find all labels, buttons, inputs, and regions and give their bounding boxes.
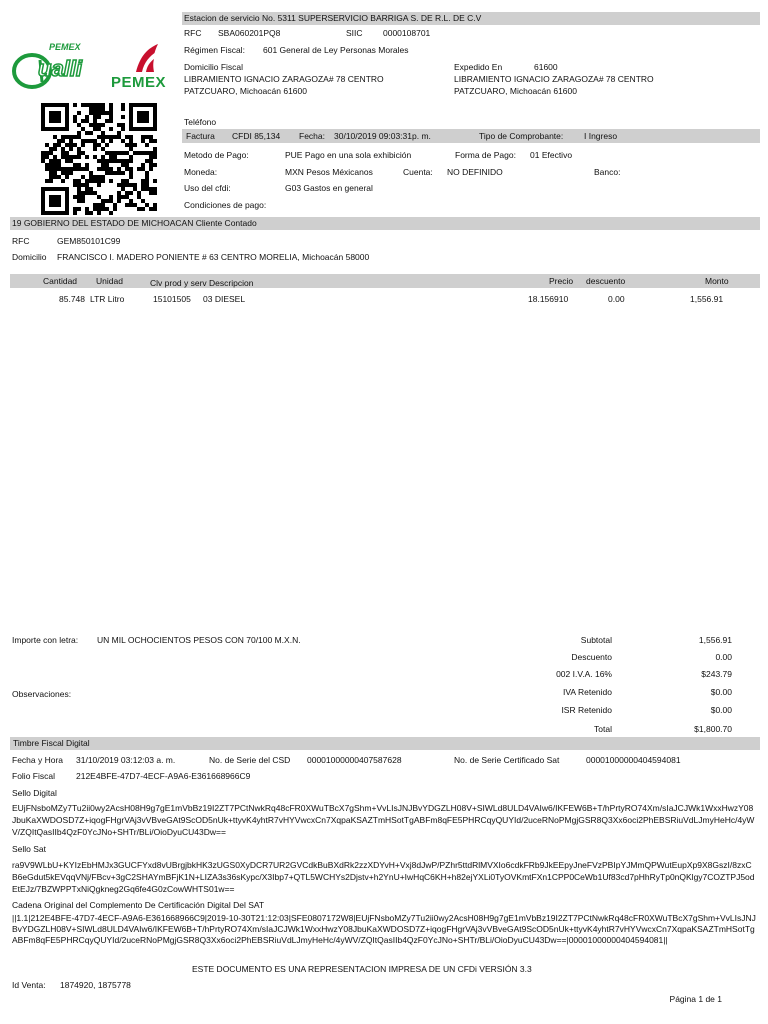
qr-code bbox=[40, 103, 158, 215]
emitter-rfc-label: RFC bbox=[184, 28, 202, 38]
id-venta-label: Id Venta: bbox=[12, 980, 46, 990]
pemex-eagle-icon bbox=[132, 42, 162, 76]
row-monto: 1,556.91 bbox=[690, 294, 724, 304]
moneda-value: MXN Pesos Méxicanos bbox=[285, 167, 373, 177]
expedido-cp: 61600 bbox=[534, 62, 558, 72]
forma-pago-value: 01 Efectivo bbox=[530, 150, 573, 160]
fecha-value: 30/10/2019 09:03:31p. m. bbox=[334, 131, 431, 141]
expedido-label: Expedido En bbox=[454, 62, 503, 72]
timbre-title: Timbre Fiscal Digital bbox=[13, 738, 90, 748]
cualli-logo-text: ualli bbox=[38, 56, 83, 81]
siic-value: 0000108701 bbox=[383, 28, 431, 38]
tipo-comprobante-value: I Ingreso bbox=[584, 131, 618, 141]
tipo-comprobante-label: Tipo de Comprobante: bbox=[479, 131, 564, 141]
timbre-fecha: 31/10/2019 03:12:03 a. m. bbox=[76, 755, 176, 765]
telefono-label: Teléfono bbox=[184, 117, 217, 127]
folio-fiscal: 212E4BFE-47D7-4ECF-A9A6-E361668966C9 bbox=[76, 771, 251, 781]
domicilio-fiscal-line2: PATZCUARO, Michoacán 61600 bbox=[184, 86, 307, 96]
cuenta-label: Cuenta: bbox=[403, 167, 433, 177]
iva-retenido-value: $0.00 bbox=[710, 687, 732, 697]
regimen-value: 601 General de Ley Personas Morales bbox=[263, 45, 409, 55]
expedido-line2: PATZCUARO, Michoacán 61600 bbox=[454, 86, 577, 96]
col-unidad: Unidad bbox=[96, 276, 123, 286]
forma-pago-label: Forma de Pago: bbox=[455, 150, 516, 160]
total-label: Total bbox=[594, 724, 612, 734]
domicilio-fiscal-line1: LIBRAMIENTO IGNACIO ZARAGOZA# 78 CENTRO bbox=[184, 74, 384, 84]
descuento-value: 0.00 bbox=[715, 652, 732, 662]
expedido-line1: LIBRAMIENTO IGNACIO ZARAGOZA# 78 CENTRO bbox=[454, 74, 654, 84]
col-clave-descripcion: Clv prod y serv Descripcion bbox=[150, 278, 254, 288]
cfdi-folio: CFDI 85,134 bbox=[232, 131, 281, 141]
isr-retenido-value: $0.00 bbox=[710, 705, 732, 715]
cuenta-value: NO DEFINIDO bbox=[447, 167, 503, 177]
col-descuento: descuento bbox=[586, 276, 626, 286]
col-precio: Precio bbox=[549, 276, 574, 286]
row-descuento: 0.00 bbox=[608, 294, 625, 304]
client-rfc: GEM850101C99 bbox=[57, 236, 121, 246]
client-name: 19 GOBIERNO DEL ESTADO DE MICHOACAN Cliente Contado bbox=[12, 218, 257, 228]
iva-retenido-label: IVA Retenido bbox=[563, 687, 612, 697]
serie-sat-label: No. de Serie Certificado Sat bbox=[454, 755, 560, 765]
importe-letra-value: UN MIL OCHOCIENTOS PESOS CON 70/100 M.X.N. bbox=[97, 635, 301, 645]
sello-sat: ra9V9WLbU+KYIzEbHMJx3GUCFYxd8vUBrgjbkHK3zUGS0XyDCR7UR2GVCdkBuBXdRk2zzXDYvH+Vxj8dJwP/PZhr5ttdRlMVXIo6cdkFRb9JkEEpyJneFVzPBIpYJMmQPWutEupXp9X8GszI/8zxCB6eGdut5kEVqqVNj/FBcv+3gC2SHAYmBFjK1N+LIZA3s36sKypc/X3Ibp7+QTL5WCHYs2Djstv+h2YnU+IwHqC6KH+h82ejYXLi0TyOVKmtFXn1CPP0CeWb1Uf83cd7pHhRyTp0nQKlgy7COZTPJ5odEtEJz/7BZWPPTxNiQgkneg2Gq6fe4G0zCowWHTS01w== bbox=[12, 860, 755, 894]
isr-retenido-label: ISR Retenido bbox=[561, 705, 612, 715]
emitter-rfc: SBA060201PQ8 bbox=[218, 28, 281, 38]
timbre-bar bbox=[10, 737, 760, 750]
total-value: $1,800.70 bbox=[694, 724, 732, 734]
row-precio: 18.156910 bbox=[528, 294, 569, 304]
subtotal-value: 1,556.91 bbox=[698, 635, 732, 645]
fecha-label: Fecha: bbox=[299, 131, 325, 141]
client-domicilio-label: Domicilio bbox=[12, 252, 47, 262]
iva-value: $243.79 bbox=[701, 669, 732, 679]
metodo-pago-value: PUE Pago en una sola exhibición bbox=[285, 150, 412, 160]
banco-label: Banco: bbox=[594, 167, 621, 177]
iva-label: 002 I.V.A. 16% bbox=[556, 669, 612, 679]
moneda-label: Moneda: bbox=[184, 167, 218, 177]
observaciones-label: Observaciones: bbox=[12, 689, 72, 699]
client-domicilio: FRANCISCO I. MADERO PONIENTE # 63 CENTRO MORELIA, Michoacán 58000 bbox=[57, 252, 370, 262]
sello-digital-label: Sello Digital bbox=[12, 788, 57, 798]
id-venta: 1874920, 1875778 bbox=[60, 980, 131, 990]
sello-sat-label: Sello Sat bbox=[12, 844, 47, 854]
siic-label: SIIC bbox=[346, 28, 363, 38]
row-unidad: LTR Litro bbox=[90, 294, 125, 304]
condiciones-pago-label: Condiciones de pago: bbox=[184, 200, 267, 210]
uso-cfdi-value: G03 Gastos en general bbox=[285, 183, 373, 193]
descuento-label: Descuento bbox=[571, 652, 612, 662]
pemex-logo-small-text: PEMEX bbox=[49, 42, 81, 52]
serie-sat: 00001000000404594081 bbox=[586, 755, 681, 765]
folio-fiscal-label: Folio Fiscal bbox=[12, 771, 55, 781]
client-rfc-label: RFC bbox=[12, 236, 30, 246]
pemex-logo-big-text: PEMEX bbox=[111, 74, 167, 91]
domicilio-fiscal-label: Domicilio Fiscal bbox=[184, 62, 244, 72]
row-clave: 15101505 bbox=[153, 294, 191, 304]
cadena-original-label: Cadena Original del Complemento De Certificación Digital Del SAT bbox=[12, 900, 265, 910]
col-monto: Monto bbox=[705, 276, 729, 286]
col-cantidad: Cantidad bbox=[43, 276, 78, 286]
cadena-original: ||1.1|212E4BFE-47D7-4ECF-A9A6-E361668966C9|2019-10-30T21:12:03|SFE0807172W8|EUjFNsboMZy7Tu2ii0wy2AcsH08H9g7gE1mVbBz19I2ZT7PCtNwkRq48cFR0XWuTBcX7gShm+VvLIsJNJBvYDGZLH08V+SIWLd8ULD4VAIw6/IKFEW6B+T/hPrtyRO74Xm/sIaJCJWk1WxxHwzY08JbuKaXWDOSD7Z+iqogFHgrVAj3vVBveGAt9ScOD5nUk+ttyvK4yhtR7vHYVwcxCn7XqpaKSAZTmHSotTgABFm8qFE5PHRCqyQUYId/2uceRNoPMgjGSR8Q3Xx6oci2PhEBSRiuVdLJmyHeHc/4yWV/ZQItQasIIb4QzF0YcJNo+SHTr/BLi/OioDyuCU43Dw==|00001000000404594081|| bbox=[12, 913, 756, 945]
subtotal-label: Subtotal bbox=[580, 635, 612, 645]
leyenda-cfdi: ESTE DOCUMENTO ES UNA REPRESENTACION IMPRESA DE UN CFDi VERSIÓN 3.3 bbox=[192, 964, 532, 974]
metodo-pago-label: Metodo de Pago: bbox=[184, 150, 249, 160]
sello-digital: EUjFNsboMZy7Tu2ii0wy2AcsH08H9g7gE1mVbBz19I2ZT7PCtNwkRq48cFR0XWuTBcX7gShm+VvLIsJNJBvYDGZLH08V+SIWLd8ULD4VAIw6/IKFEW6B+T/hPrtyRO74Xm/sIaJCJWk1WxxHwzY08JbuKaXWDOSD7Z+iqogFHgrVAj3vVBveGAt9ScOD5nUk+ttyvK4yhtR7vHYVwcxCn7XqpaKSAZTmHSotTgABFm8qFE5PHRCqyQUYId/2uceRNoPMgjGSR8Q3Xx6oci2PhEBSRiuVdLJmyHeHc/4yWV/ZQItQasIIb4QzF0YcJNo+SHTr/BLi/OioDyuCU43Dw== bbox=[12, 803, 755, 837]
row-cantidad: 85.748 bbox=[59, 294, 85, 304]
factura-label: Factura bbox=[186, 131, 215, 141]
uso-cfdi-label: Uso del cfdi: bbox=[184, 183, 231, 193]
row-descripcion: 03 DIESEL bbox=[203, 294, 246, 304]
serie-csd-label: No. de Serie del CSD bbox=[209, 755, 291, 765]
timbre-fecha-label: Fecha y Hora bbox=[12, 755, 64, 765]
serie-csd: 00001000000407587628 bbox=[307, 755, 402, 765]
station-name: Estacion de servicio No. 5311 SUPERSERVICIO BARRIGA S. DE R.L. DE C.V bbox=[184, 13, 482, 23]
page-number: Página 1 de 1 bbox=[669, 994, 722, 1004]
regimen-label: Régimen Fiscal: bbox=[184, 45, 245, 55]
importe-letra-label: Importe con letra: bbox=[12, 635, 79, 645]
